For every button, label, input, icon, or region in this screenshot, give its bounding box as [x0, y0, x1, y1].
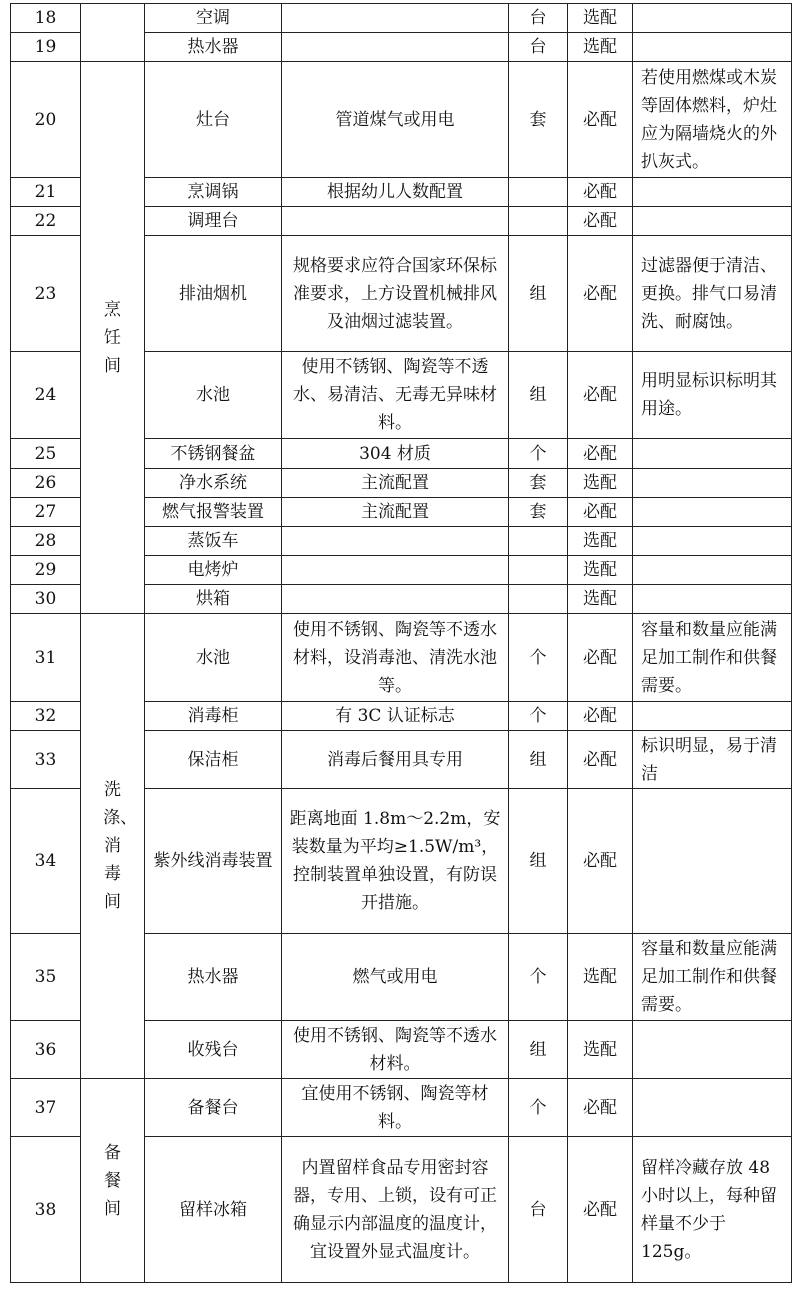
item-name: 不锈钢餐盆 — [145, 439, 282, 469]
item-type: 必配 — [568, 614, 633, 702]
item-requirement — [282, 585, 509, 614]
item-type: 选配 — [568, 527, 633, 556]
row-number: 24 — [11, 352, 81, 439]
row-number: 27 — [11, 498, 81, 527]
row-number: 26 — [11, 469, 81, 498]
row-number: 22 — [11, 207, 81, 236]
item-requirement: 有 3C 认证标志 — [282, 702, 509, 731]
item-unit: 个 — [509, 934, 568, 1021]
item-type: 选配 — [568, 33, 633, 62]
item-name: 蒸饭车 — [145, 527, 282, 556]
item-unit: 个 — [509, 614, 568, 702]
item-requirement: 燃气或用电 — [282, 934, 509, 1021]
row-number: 37 — [11, 1079, 81, 1137]
item-unit: 套 — [509, 498, 568, 527]
item-name: 保洁柜 — [145, 731, 282, 789]
row-number: 33 — [11, 731, 81, 789]
item-requirement: 内置留样食品专用密封容器，专用、上锁，设有可正确显示内部温度的温度计，宜设置外显式温度计。 — [282, 1137, 509, 1283]
table-row — [11, 62, 792, 178]
item-requirement: 304 材质 — [282, 439, 509, 469]
item-unit: 组 — [509, 731, 568, 789]
item-note: 容量和数量应能满足加工制作和供餐需要。 — [633, 934, 792, 1021]
item-type: 必配 — [568, 62, 633, 178]
item-unit — [509, 556, 568, 585]
item-requirement: 主流配置 — [282, 469, 509, 498]
item-note: 用明显标识标明其用途。 — [633, 352, 792, 439]
item-unit: 台 — [509, 1137, 568, 1283]
item-unit: 组 — [509, 236, 568, 352]
item-note — [633, 178, 792, 207]
item-type: 必配 — [568, 439, 633, 469]
area-cell: 烹饪间 — [81, 62, 145, 614]
item-unit: 套 — [509, 469, 568, 498]
item-note — [633, 207, 792, 236]
item-requirement: 使用不锈钢、陶瓷等不透水材料，设消毒池、清洗水池等。 — [282, 614, 509, 702]
item-name: 烹调锅 — [145, 178, 282, 207]
item-note — [633, 469, 792, 498]
item-name: 留样冰箱 — [145, 1137, 282, 1283]
item-name: 热水器 — [145, 33, 282, 62]
item-type: 必配 — [568, 178, 633, 207]
item-note — [633, 789, 792, 934]
row-number: 31 — [11, 614, 81, 702]
item-unit: 个 — [509, 1079, 568, 1137]
item-requirement: 规格要求应符合国家环保标准要求，上方设置机械排风及油烟过滤装置。 — [282, 236, 509, 352]
item-requirement — [282, 207, 509, 236]
item-name: 排油烟机 — [145, 236, 282, 352]
row-number: 23 — [11, 236, 81, 352]
row-number: 35 — [11, 934, 81, 1021]
item-name: 电烤炉 — [145, 556, 282, 585]
item-unit: 组 — [509, 789, 568, 934]
item-name: 备餐台 — [145, 1079, 282, 1137]
item-name: 收残台 — [145, 1021, 282, 1079]
row-number: 19 — [11, 33, 81, 62]
row-number: 21 — [11, 178, 81, 207]
item-requirement: 消毒后餐用具专用 — [282, 731, 509, 789]
row-number: 28 — [11, 527, 81, 556]
row-number: 20 — [11, 62, 81, 178]
item-unit: 组 — [509, 352, 568, 439]
item-note — [633, 585, 792, 614]
item-type: 选配 — [568, 469, 633, 498]
item-unit — [509, 178, 568, 207]
item-unit: 台 — [509, 4, 568, 33]
item-type: 选配 — [568, 585, 633, 614]
item-name: 灶台 — [145, 62, 282, 178]
item-note — [633, 1021, 792, 1079]
item-type: 必配 — [568, 1079, 633, 1137]
item-type: 必配 — [568, 1137, 633, 1283]
item-note — [633, 702, 792, 731]
row-number: 36 — [11, 1021, 81, 1079]
item-requirement: 管道煤气或用电 — [282, 62, 509, 178]
item-name: 水池 — [145, 352, 282, 439]
item-requirement: 主流配置 — [282, 498, 509, 527]
item-name: 烘箱 — [145, 585, 282, 614]
item-requirement — [282, 4, 509, 33]
item-type: 必配 — [568, 498, 633, 527]
item-note: 过滤器便于清洁、更换。排气口易清洗、耐腐蚀。 — [633, 236, 792, 352]
item-name: 燃气报警装置 — [145, 498, 282, 527]
row-number: 25 — [11, 439, 81, 469]
item-requirement: 根据幼儿人数配置 — [282, 178, 509, 207]
item-note — [633, 527, 792, 556]
area-cell: 洗涤、消毒间 — [81, 614, 145, 1079]
item-type: 必配 — [568, 731, 633, 789]
area-cell: 备餐间 — [81, 1079, 145, 1283]
row-number: 18 — [11, 4, 81, 33]
item-unit: 组 — [509, 1021, 568, 1079]
item-requirement — [282, 556, 509, 585]
item-type: 必配 — [568, 789, 633, 934]
row-number: 38 — [11, 1137, 81, 1283]
item-type: 选配 — [568, 556, 633, 585]
item-type: 必配 — [568, 207, 633, 236]
row-number: 34 — [11, 789, 81, 934]
item-type: 选配 — [568, 4, 633, 33]
item-note — [633, 1079, 792, 1137]
item-requirement: 宜使用不锈钢、陶瓷等材料。 — [282, 1079, 509, 1137]
item-note: 留样冷藏存放 48 小时以上，每种留样量不少于 125g。 — [633, 1137, 792, 1283]
item-name: 紫外线消毒装置 — [145, 789, 282, 934]
item-note — [633, 33, 792, 62]
item-note: 标识明显，易于清洁 — [633, 731, 792, 789]
item-requirement: 距离地面 1.8m～2.2m，安装数量为平均≥1.5W/m³，控制装置单独设置，有防误开措施。 — [282, 789, 509, 934]
item-name: 净水系统 — [145, 469, 282, 498]
item-name: 水池 — [145, 614, 282, 702]
item-note: 容量和数量应能满足加工制作和供餐需要。 — [633, 614, 792, 702]
table-row — [11, 1079, 792, 1137]
item-name: 热水器 — [145, 934, 282, 1021]
item-note: 若使用燃煤或木炭等固体燃料，炉灶应为隔墙烧火的外扒灰式。 — [633, 62, 792, 178]
table-row — [11, 4, 792, 33]
item-unit — [509, 585, 568, 614]
item-unit: 台 — [509, 33, 568, 62]
equipment-table — [10, 3, 792, 1283]
area-cell — [81, 4, 145, 62]
item-requirement: 使用不锈钢、陶瓷等不透水、易清洁、无毒无异味材料。 — [282, 352, 509, 439]
item-note — [633, 4, 792, 33]
item-name: 调理台 — [145, 207, 282, 236]
item-unit: 个 — [509, 439, 568, 469]
item-unit: 个 — [509, 702, 568, 731]
item-type: 选配 — [568, 1021, 633, 1079]
item-type: 必配 — [568, 702, 633, 731]
item-unit: 套 — [509, 62, 568, 178]
item-unit — [509, 207, 568, 236]
item-type: 必配 — [568, 352, 633, 439]
item-type: 选配 — [568, 934, 633, 1021]
row-number: 30 — [11, 585, 81, 614]
item-requirement — [282, 527, 509, 556]
item-type: 必配 — [568, 236, 633, 352]
item-requirement: 使用不锈钢、陶瓷等不透水材料。 — [282, 1021, 509, 1079]
item-requirement — [282, 33, 509, 62]
item-name: 空调 — [145, 4, 282, 33]
item-unit — [509, 527, 568, 556]
row-number: 29 — [11, 556, 81, 585]
item-note — [633, 498, 792, 527]
item-name: 消毒柜 — [145, 702, 282, 731]
row-number: 32 — [11, 702, 81, 731]
item-note — [633, 556, 792, 585]
table-row — [11, 614, 792, 702]
item-note — [633, 439, 792, 469]
